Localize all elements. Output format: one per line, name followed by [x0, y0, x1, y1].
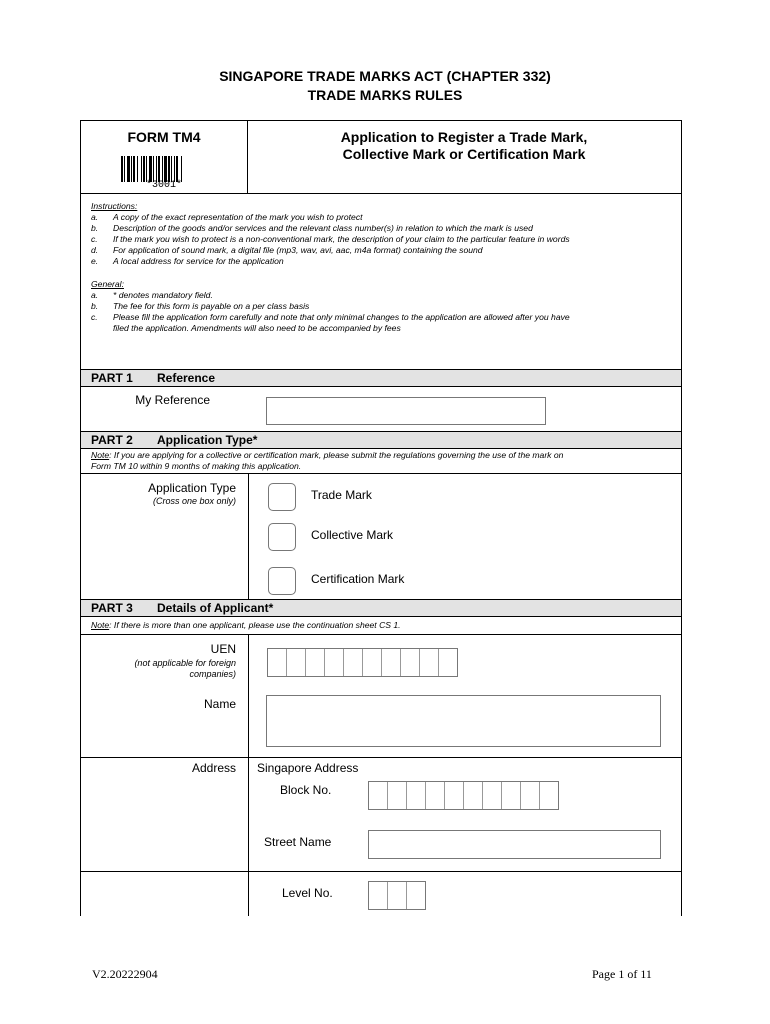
column-divider [248, 634, 249, 916]
part3-number: PART 3 [91, 601, 133, 615]
divider [81, 616, 681, 617]
instruction-key: a. [91, 212, 99, 222]
uen-hint-line2: companies) [189, 669, 236, 679]
uen-input[interactable] [267, 648, 458, 677]
collective-mark-checkbox[interactable] [268, 523, 296, 551]
general-heading: General: [91, 279, 124, 289]
form-title-line1: Application to Register a Trade Mark, [340, 129, 588, 145]
part1-header [81, 370, 681, 386]
barcode-icon [121, 156, 213, 182]
divider [81, 448, 681, 449]
barcode-text: *3001* [145, 180, 182, 191]
part1-number: PART 1 [91, 371, 133, 385]
divider [81, 634, 681, 635]
column-divider [248, 473, 249, 599]
street-name-label: Street Name [264, 835, 332, 849]
part3-note [91, 620, 676, 631]
my-reference-label: My Reference [135, 393, 210, 407]
part1-title: Reference [157, 371, 216, 385]
street-name-input[interactable] [368, 830, 661, 859]
part2-title: Application Type* [157, 433, 258, 447]
instruction-key: c. [91, 234, 98, 244]
application-type-hint: (Cross one box only) [152, 496, 236, 506]
note-label: Note [91, 620, 110, 630]
note-text: Form TM 10 within 9 months of making this application. [91, 460, 302, 471]
collective-mark-label: Collective Mark [311, 528, 394, 542]
instruction-key: e. [91, 256, 99, 266]
address-label: Address [191, 761, 236, 775]
uen-hint [81, 658, 236, 680]
general-key: a. [91, 290, 99, 300]
singapore-address-label: Singapore Address [257, 761, 359, 775]
instruction-text: A copy of the exact representation of the mark you wish to protect [113, 212, 363, 222]
general-text: The fee for this form is payable on a per class basis [113, 301, 310, 311]
general-text: Please fill the application form carefully and note that only minimal changes to the application are allowed after you have [113, 312, 570, 322]
page-number: Page 1 of 11 [592, 967, 652, 981]
divider [81, 193, 681, 194]
certification-mark-checkbox[interactable] [268, 567, 296, 595]
instructions [91, 201, 570, 267]
part3-title: Details of Applicant* [157, 601, 274, 615]
general-text: * denotes mandatory field. [113, 290, 213, 300]
my-reference-input[interactable] [266, 397, 546, 425]
block-no-label: Block No. [280, 783, 332, 797]
name-input[interactable] [266, 695, 661, 747]
general-key: b. [91, 301, 99, 311]
part2-number: PART 2 [91, 433, 133, 447]
divider [81, 757, 681, 758]
divider [81, 473, 681, 474]
divider [81, 386, 681, 387]
general-key [91, 323, 113, 334]
name-label: Name [203, 697, 236, 711]
trade-mark-checkbox[interactable] [268, 483, 296, 511]
level-no-input[interactable] [368, 881, 426, 910]
instruction-key: b. [91, 223, 99, 233]
act-title: SINGAPORE TRADE MARKS ACT (CHAPTER 332) [219, 68, 551, 84]
general-key: c. [91, 312, 98, 322]
note-text: : If there is more than one applicant, please use the continuation sheet CS 1. [109, 620, 401, 630]
instruction-text: Description of the goods and/or services and the relevant class number(s) in relation to which the mark is used [113, 223, 533, 233]
note-label: Note [91, 450, 110, 460]
uen-hint-line1: (not applicable for foreign [134, 658, 236, 668]
instruction-text: A local address for service for the application [113, 256, 284, 266]
general-text: filed the application. Amendments will also need to be accompanied by fees [113, 323, 401, 333]
form-code: FORM TM4 [127, 129, 201, 145]
part2-note [91, 450, 676, 471]
level-no-label: Level No. [282, 886, 333, 900]
divider [81, 871, 681, 872]
part3-header [81, 600, 681, 616]
instruction-key: d. [91, 245, 99, 255]
application-type-label: Application Type [148, 481, 236, 495]
instructions-heading: Instructions: [91, 201, 138, 211]
note-text: : If you are applying for a collective or certification mark, please submit the regulations governing the use of the mark on [109, 450, 564, 460]
rules-title: TRADE MARKS RULES [307, 87, 463, 103]
part2-header [81, 432, 681, 448]
form-title-line2: Collective Mark or Certification Mark [342, 146, 586, 162]
instruction-text: For application of sound mark, a digital file (mp3, wav, avi, aac, m4a format) containing the sound [113, 245, 483, 255]
form-frame [80, 120, 682, 916]
uen-label: UEN [210, 642, 236, 656]
general-notes [91, 279, 570, 334]
trade-mark-label: Trade Mark [311, 488, 372, 502]
version-label: V2.20222904 [92, 967, 158, 981]
certification-mark-label: Certification Mark [311, 572, 405, 586]
block-no-input[interactable] [368, 781, 559, 810]
instruction-text: If the mark you wish to protect is a non-conventional mark, the description of your claim to the particular feature in words [113, 234, 570, 244]
